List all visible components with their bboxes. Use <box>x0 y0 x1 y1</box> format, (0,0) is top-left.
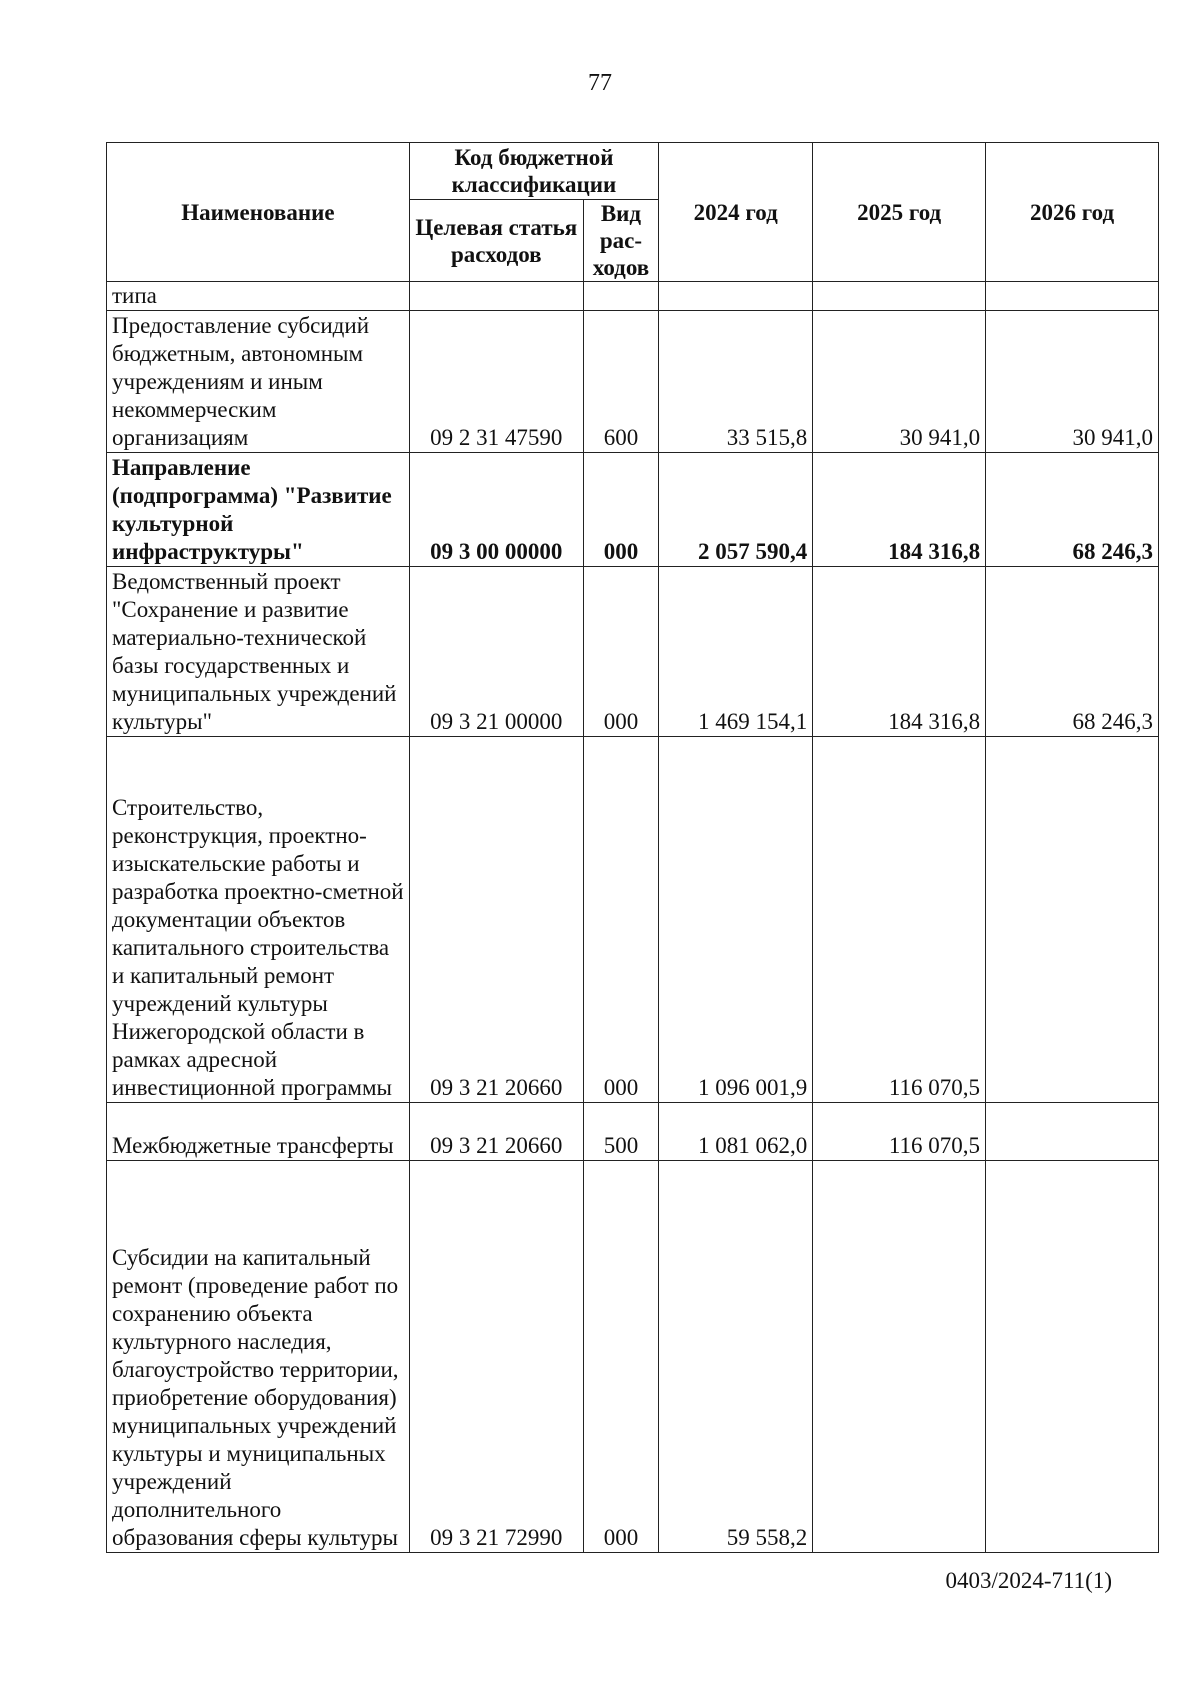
row-2025 <box>813 282 986 311</box>
row-expense-type: 000 <box>583 567 658 737</box>
table-row <box>107 567 1159 737</box>
document-code: 0403/2024-711(1) <box>945 1568 1112 1593</box>
table-row <box>107 311 1159 453</box>
row-name: Предоставление субсидий бюджетным, автономным учреждениям и иным некоммерческим организациям <box>107 311 410 453</box>
table-row <box>107 737 1159 1103</box>
table-row <box>107 1161 1159 1553</box>
row-name: Субсидии на капитальный ремонт (проведение работ по сохранению объекта культурного наследия, благоустройство территории, приобретение оборудования) муниципальных учреждений культуры и муниципальных учреждений дополнительного образования сферы культуры <box>107 1161 410 1553</box>
header-target-article: Целевая статья расходов <box>409 200 583 282</box>
row-2025: 184 316,8 <box>813 453 986 567</box>
row-2024: 1 081 062,0 <box>659 1103 813 1161</box>
row-2024 <box>659 282 813 311</box>
row-target-article <box>409 282 583 311</box>
header-name: Наименование <box>107 143 410 282</box>
row-2026 <box>986 1161 1159 1553</box>
table-row <box>107 1103 1159 1161</box>
row-2024: 59 558,2 <box>659 1161 813 1553</box>
header-2026: 2026 год <box>986 143 1159 282</box>
row-target-article: 09 3 21 00000 <box>409 567 583 737</box>
row-name: Строительство, реконструкция, проектно-изыскательские работы и разработка проектно-сметной документации объектов капитального строительства и капитальный ремонт учреждений культуры Нижегородской области в рамках адресной инвестиционной программы <box>107 737 410 1103</box>
row-2025: 116 070,5 <box>813 737 986 1103</box>
row-2026: 68 246,3 <box>986 453 1159 567</box>
header-expense-type: Вид рас-ходов <box>583 200 658 282</box>
row-2024: 33 515,8 <box>659 311 813 453</box>
row-2026: 68 246,3 <box>986 567 1159 737</box>
row-2024: 1 096 001,9 <box>659 737 813 1103</box>
row-target-article: 09 3 00 00000 <box>409 453 583 567</box>
row-target-article: 09 3 21 20660 <box>409 737 583 1103</box>
row-2025: 116 070,5 <box>813 1103 986 1161</box>
row-name: Межбюджетные трансферты <box>107 1103 410 1161</box>
header-code-group: Код бюджетной классификации <box>409 143 658 200</box>
budget-table <box>106 142 1159 1553</box>
row-2025: 30 941,0 <box>813 311 986 453</box>
row-2026 <box>986 282 1159 311</box>
row-target-article: 09 3 21 20660 <box>409 1103 583 1161</box>
row-2026 <box>986 737 1159 1103</box>
row-expense-type: 000 <box>583 737 658 1103</box>
row-expense-type: 600 <box>583 311 658 453</box>
page-number: 77 <box>588 70 612 96</box>
row-expense-type: 000 <box>583 1161 658 1553</box>
row-name: типа <box>107 282 410 311</box>
row-name: Ведомственный проект "Сохранение и развитие материально-технической базы государственных и муниципальных учреждений культуры" <box>107 567 410 737</box>
row-2026 <box>986 1103 1159 1161</box>
table-row <box>107 282 1159 311</box>
row-2025 <box>813 1161 986 1553</box>
row-2026: 30 941,0 <box>986 311 1159 453</box>
row-2025: 184 316,8 <box>813 567 986 737</box>
header-2025: 2025 год <box>813 143 986 282</box>
row-expense-type: 000 <box>583 453 658 567</box>
row-expense-type: 500 <box>583 1103 658 1161</box>
row-2024: 2 057 590,4 <box>659 453 813 567</box>
header-2024: 2024 год <box>659 143 813 282</box>
row-target-article: 09 3 21 72990 <box>409 1161 583 1553</box>
table-row <box>107 453 1159 567</box>
row-2024: 1 469 154,1 <box>659 567 813 737</box>
row-name: Направление (подпрограмма) "Развитие культурной инфраструктуры" <box>107 453 410 567</box>
row-target-article: 09 2 31 47590 <box>409 311 583 453</box>
row-expense-type <box>583 282 658 311</box>
